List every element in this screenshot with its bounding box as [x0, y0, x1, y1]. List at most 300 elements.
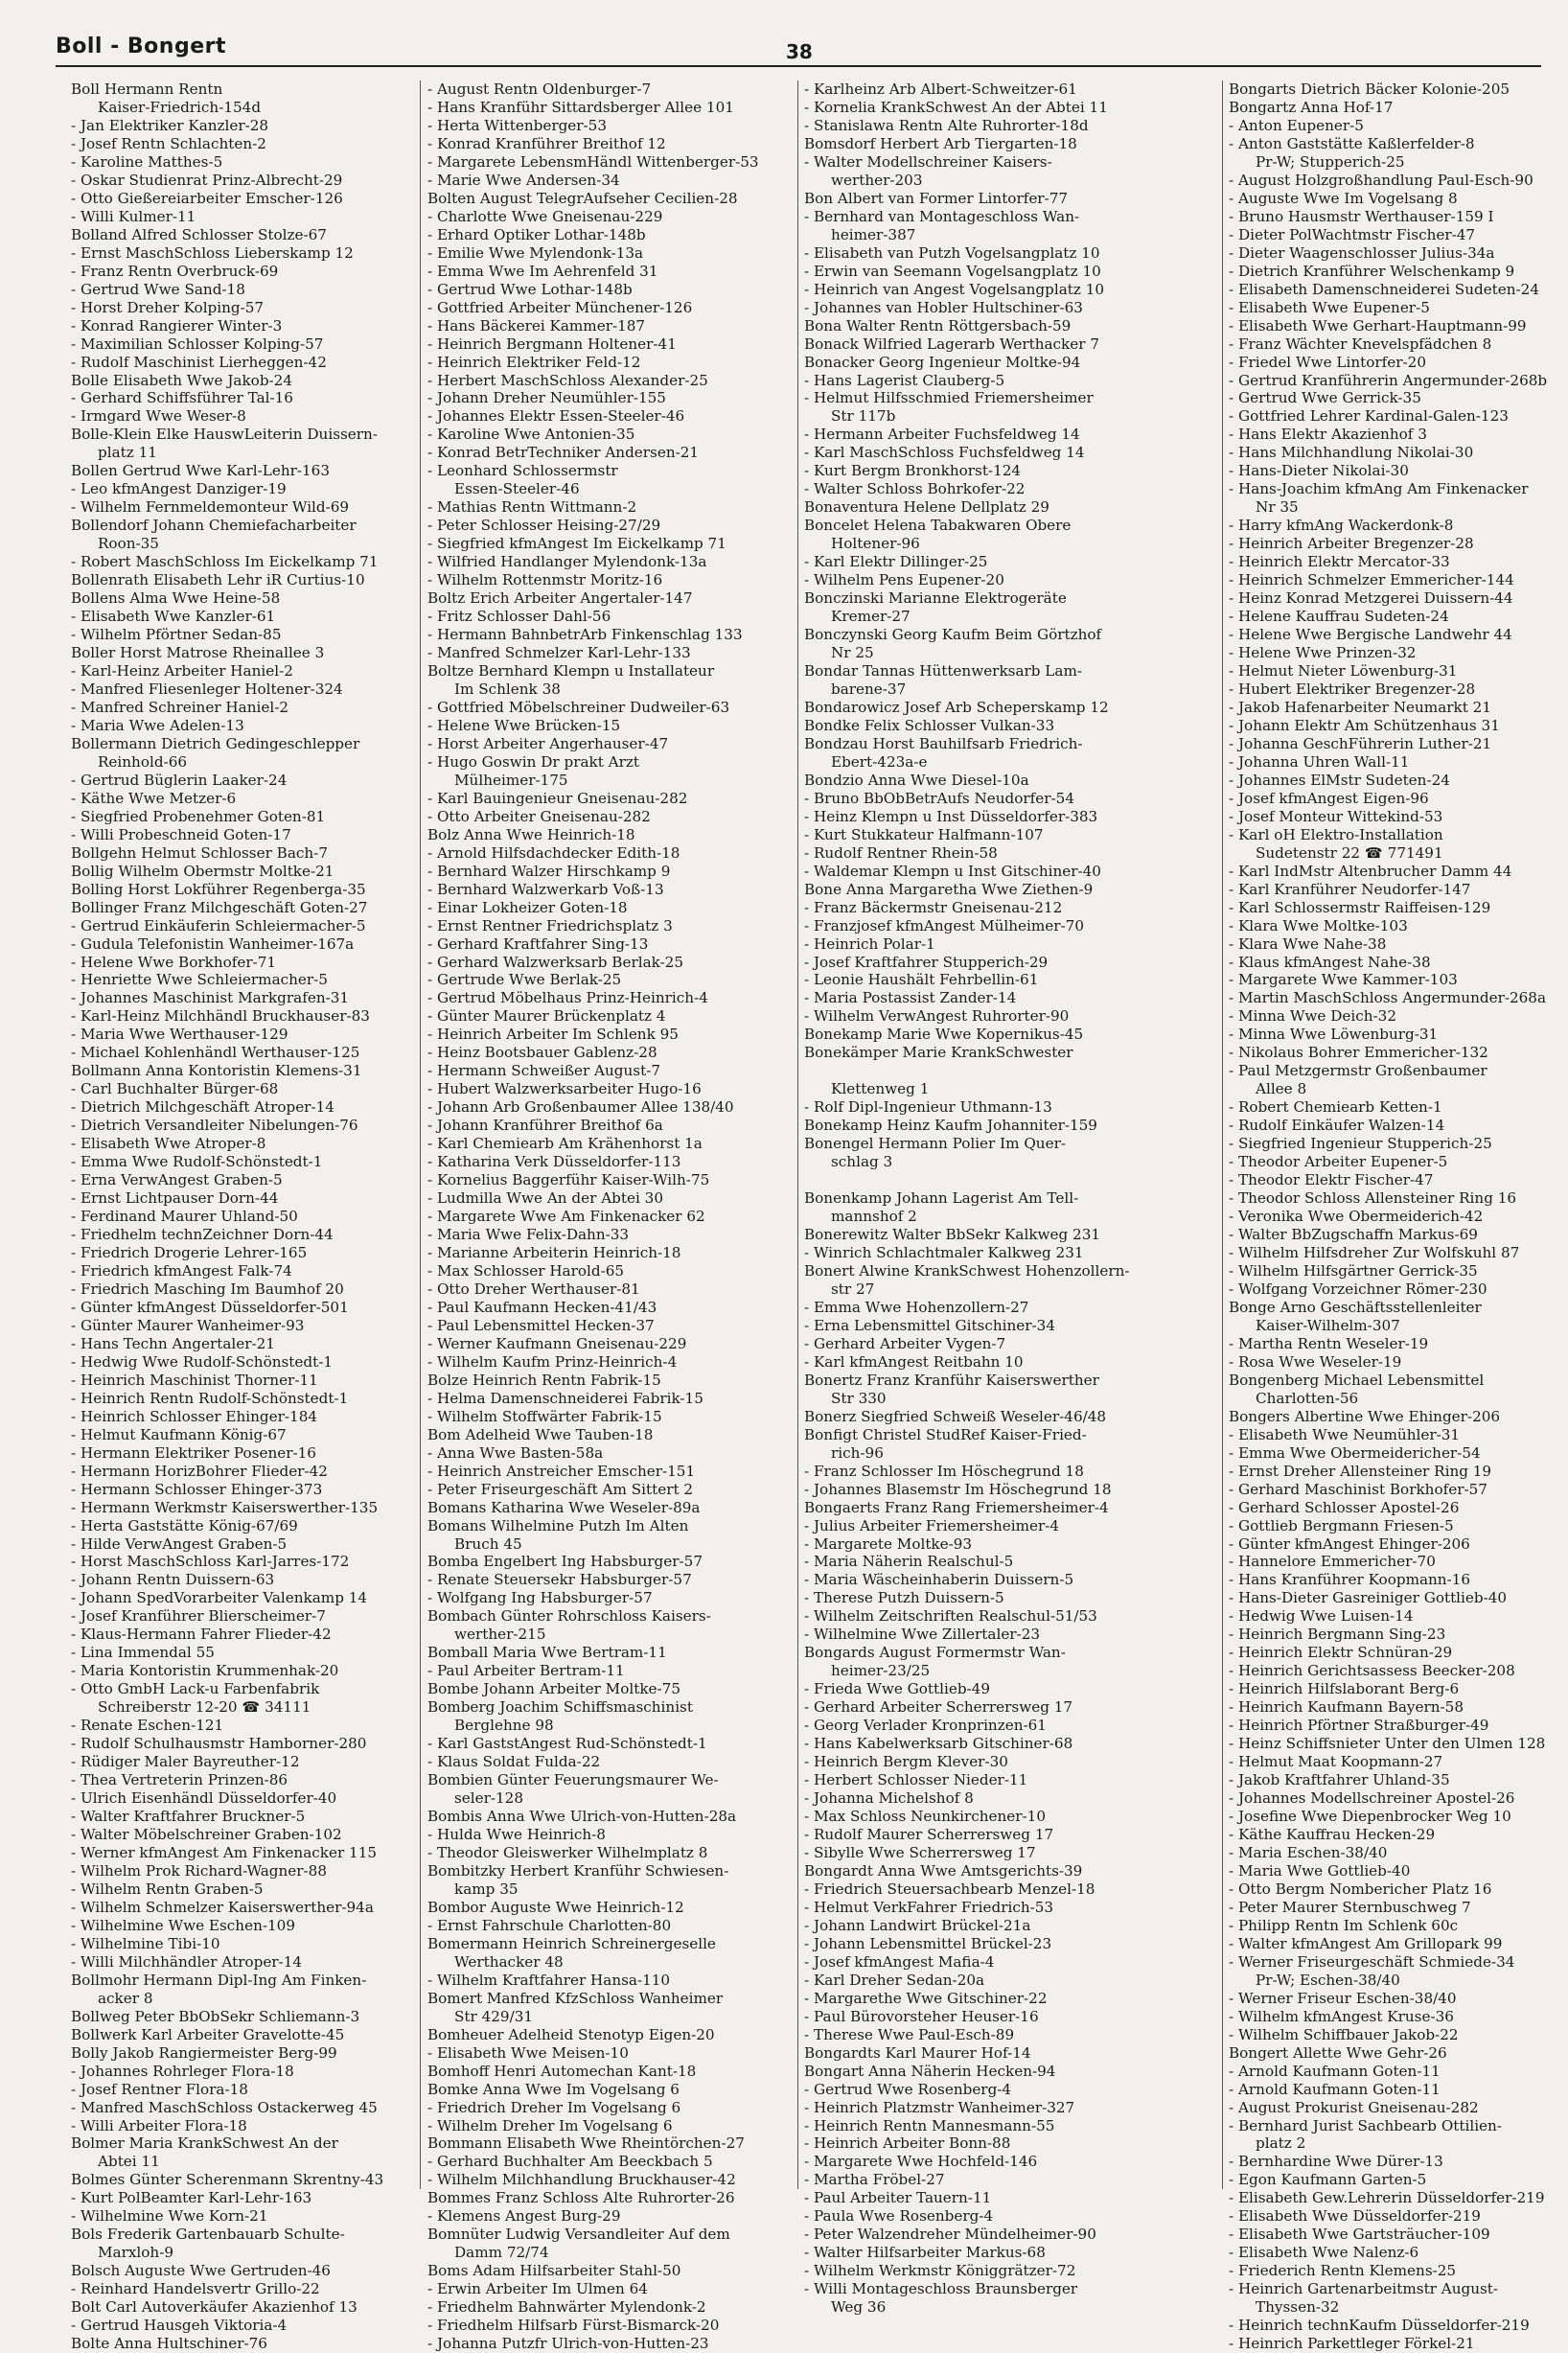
directory-entry: - Katharina Verk Düsseldorfer-113 — [427, 1153, 681, 1171]
directory-entry: - Leo kfmAngest Danziger-19 — [71, 480, 287, 498]
directory-entry: - Günter Maurer Brückenplatz 4 — [427, 1007, 666, 1026]
directory-entry: - Karl Schlossermstr Raiffeisen-129 — [1229, 898, 1491, 916]
directory-entry: - Bernhard Walzwerkarb Voß-13 — [427, 880, 664, 898]
directory-entry: - August Holzgroßhandlung Paul-Esch-90 — [1229, 171, 1533, 189]
directory-entry: - Johann Arb Großenbaumer Allee 138/40 — [427, 1098, 734, 1117]
directory-entry: - Helene Wwe Prinzen-32 — [1229, 644, 1417, 662]
directory-entry: - Wilhelm Hilfsgärtner Gerrick-35 — [1229, 1261, 1478, 1280]
directory-entry: - Gudula Telefonistin Wanheimer-167a — [71, 934, 355, 953]
directory-entry: - Marianne Arbeiterin Heinrich-18 — [427, 1244, 681, 1261]
directory-entry: - Willi Kulmer-11 — [71, 207, 196, 225]
directory-entry: Bollens Alma Wwe Heine-58 — [71, 589, 281, 608]
directory-entry: - Günter kfmAngest Düsseldorfer-501 — [71, 1298, 349, 1316]
directory-entry: - Johann Elektr Am Schützenhaus 31 — [1229, 716, 1500, 734]
directory-entry: Damm 72/74 — [454, 2244, 549, 2262]
directory-entry: - Maria Wäscheinhaberin Duissern-5 — [804, 1571, 1074, 1589]
directory-entry: Berglehne 98 — [454, 1717, 554, 1735]
directory-entry: - Wolfgang Vorzeichner Römer-230 — [1229, 1280, 1487, 1298]
directory-entry: - Gertrud Kranführerin Angermunder-268b — [1229, 371, 1548, 389]
directory-entry: - Johann Rentn Duissern-63 — [71, 1571, 275, 1589]
directory-entry: - Paul Arbeiter Bertram-11 — [427, 1662, 625, 1680]
directory-entry: - Margarete Moltke-93 — [804, 1534, 973, 1553]
directory-entry: - Reinhard Handelsvertr Grillo-22 — [71, 2280, 320, 2298]
directory-entry: - Helene Wwe Brücken-15 — [427, 716, 621, 734]
directory-entry: - Dietrich Milchgeschäft Atroper-14 — [71, 1098, 334, 1117]
directory-entry: - Wilhelm kfmAngest Kruse-36 — [1229, 2007, 1454, 2025]
directory-entry: Charlotten-56 — [1256, 1389, 1359, 1407]
directory-entry: - Hermann BahnbetrArb Finkenschlag 133 — [427, 626, 743, 644]
directory-entry: Nr 35 — [1256, 498, 1299, 517]
directory-entry: - Johannes van Hobler Hultschiner-63 — [804, 298, 1083, 316]
directory-entry: - Johannes Rohrleger Flora-18 — [71, 2062, 294, 2080]
directory-entry: Bondzau Horst Bauhilfsarb Friedrich- — [804, 734, 1083, 752]
directory-entry: - Hermann Arbeiter Fuchsfeldweg 14 — [804, 426, 1080, 444]
directory-entry: - Wilhelmine Tibi-10 — [71, 1934, 220, 1952]
directory-entry: - Friedel Wwe Lintorfer-20 — [1229, 353, 1426, 371]
directory-entry: - Kurt Stukkateur Halfmann-107 — [804, 825, 1044, 843]
directory-entry: - Henriette Wwe Schleiermacher-5 — [71, 971, 328, 989]
directory-entry: Bomert Manfred KfzSchloss Wanheimer — [427, 1989, 724, 2007]
directory-entry: Roon-35 — [98, 535, 159, 553]
directory-entry: - Friedhelm technZeichner Dorn-44 — [71, 1226, 334, 1244]
directory-entry: - Harry kfmAng Wackerdonk-8 — [1229, 517, 1454, 535]
directory-entry: Boms Adam Hilfsarbeiter Stahl-50 — [427, 2262, 681, 2280]
directory-entry: - Helma Damenschneiderei Fabrik-15 — [427, 1389, 703, 1407]
directory-entry: - Heinrich Arbeiter Im Schlenk 95 — [427, 1026, 679, 1044]
directory-entry: - Elisabeth Wwe Gartsträucher-109 — [1229, 2226, 1490, 2244]
directory-entry: - Heinz Klempn u Inst Düsseldorfer-383 — [804, 807, 1098, 825]
directory-entry: - Wilhelm Fernmeldemonteur Wild-69 — [71, 498, 350, 517]
directory-entry: - Dietrich Versandleiter Nibelungen-76 — [71, 1117, 358, 1135]
directory-entry: Pr-W; Eschen-38/40 — [1256, 1971, 1400, 1989]
directory-entry: - Heinrich van Angest Vogelsangplatz 10 — [804, 280, 1105, 298]
directory-entry: - Frieda Wwe Gottlieb-49 — [804, 1680, 990, 1698]
directory-entry: - Karl-Heinz Milchhändl Bruckhauser-83 — [71, 1007, 370, 1026]
directory-entry: - Margarete Wwe Hochfeld-146 — [804, 2153, 1038, 2171]
directory-entry: - Hermann HorizBohrer Flieder-42 — [71, 1462, 328, 1480]
directory-entry: Bomheuer Adelheid Stenotyp Eigen-20 — [427, 2025, 715, 2043]
directory-entry: Schreiberstr 12-20 ☎ 34111 — [98, 1698, 311, 1717]
directory-entry: - Hedwig Wwe Rudolf-Schönstedt-1 — [71, 1352, 334, 1371]
directory-entry: Bomans Katharina Wwe Weseler-89a — [427, 1498, 701, 1516]
directory-entry: Boll Hermann Rentn — [71, 81, 223, 98]
directory-entry: Bollweg Peter BbObSekr Schliemann-3 — [71, 2007, 360, 2025]
directory-entry: - Lina Immendal 55 — [71, 1644, 215, 1662]
directory-entry: - Heinrich Arbeiter Bregenzer-28 — [1229, 535, 1474, 553]
directory-entry: heimer-387 — [831, 225, 916, 243]
directory-entry: - Ernst Lichtpauser Dorn-44 — [71, 1189, 279, 1208]
directory-entry: Im Schlenk 38 — [454, 680, 561, 698]
directory-entry: - Martha Fröbel-27 — [804, 2171, 945, 2189]
directory-entry: Bongers Albertine Wwe Ehinger-206 — [1229, 1407, 1501, 1425]
directory-entry: - Stanislawa Rentn Alte Ruhrorter-18d — [804, 116, 1089, 134]
directory-entry: - Hans Kranführer Koopmann-16 — [1229, 1571, 1471, 1589]
directory-entry: - Werner Friseurgeschäft Schmiede-34 — [1229, 1952, 1515, 1971]
directory-entry: - Heinrich Kaufmann Bayern-58 — [1229, 1698, 1464, 1717]
directory-entry: Bombe Johann Arbeiter Moltke-75 — [427, 1680, 680, 1698]
directory-entry: - Heinrich Hilfslaborant Berg-6 — [1229, 1680, 1460, 1698]
directory-entry: Bon Albert van Former Lintorfer-77 — [804, 189, 1069, 207]
directory-entry: - Josef Rentner Flora-18 — [71, 2080, 248, 2098]
directory-entry: - Wilhelm Prok Richard-Wagner-88 — [71, 1861, 327, 1880]
directory-entry: - Friedrich Drogerie Lehrer-165 — [71, 1244, 308, 1261]
directory-entry: - Friederich Rentn Klemens-25 — [1229, 2262, 1457, 2280]
directory-entry: - Karl MaschSchloss Fuchsfeldweg 14 — [804, 444, 1085, 462]
directory-entry: - Horst Arbeiter Angerhauser-47 — [427, 734, 669, 752]
directory-entry: - Elisabeth Damenschneiderei Sudeten-24 — [1229, 280, 1540, 298]
directory-entry: - August Rentn Oldenburger-7 — [427, 81, 652, 98]
directory-entry: Bollgehn Helmut Schlosser Bach-7 — [71, 843, 328, 862]
directory-entry: - Hannelore Emmericher-70 — [1229, 1553, 1436, 1571]
directory-entry: - Klaus-Hermann Fahrer Flieder-42 — [71, 1626, 332, 1644]
directory-entry: Bonacker Georg Ingenieur Moltke-94 — [804, 353, 1081, 371]
directory-entry: - Johannes ElMstr Sudeten-24 — [1229, 771, 1450, 789]
directory-entry: - Arnold Kaufmann Goten-11 — [1229, 2080, 1441, 2098]
directory-entry: - Gerhard Schiffsführer Tal-16 — [71, 389, 293, 407]
directory-entry: Bruch 45 — [454, 1534, 522, 1553]
directory-entry: - Gertrud Wwe Rosenberg-4 — [804, 2080, 1012, 2098]
directory-entry: - Karl Kranführer Neudorfer-147 — [1229, 880, 1471, 898]
directory-entry: - Thea Vertreterin Prinzen-86 — [71, 1771, 288, 1789]
directory-entry: - Johann Dreher Neumühler-155 — [427, 389, 666, 407]
directory-entry: - Gertrude Wwe Berlak-25 — [427, 971, 622, 989]
directory-entry: - Renate Steuersekr Habsburger-57 — [427, 1571, 692, 1589]
directory-entry: - Heinrich Rentn Mannesmann-55 — [804, 2116, 1055, 2134]
directory-entry: - Martha Rentn Weseler-19 — [1229, 1334, 1429, 1352]
directory-entry: - Karoline Matthes-5 — [71, 152, 223, 171]
directory-entry: Str 429/31 — [454, 2007, 534, 2025]
directory-entry: - Helene Kauffrau Sudeten-24 — [1229, 608, 1449, 626]
directory-entry: - Hans Kabelwerksarb Gitschiner-68 — [804, 1735, 1073, 1753]
directory-entry: - Robert Chemiearb Ketten-1 — [1229, 1098, 1442, 1117]
directory-entry: - Emma Wwe Obermeidericher-54 — [1229, 1443, 1481, 1462]
directory-entry: - Wilhelmine Wwe Korn-21 — [71, 2207, 268, 2226]
directory-entry: - Helmut Nieter Löwenburg-31 — [1229, 662, 1458, 680]
directory-entry: - Friedhelm Bahnwärter Mylendonk-2 — [427, 2298, 706, 2317]
directory-entry: - Rudolf Rentner Rhein-58 — [804, 843, 998, 862]
directory-entry: - Philipp Rentn Im Schlenk 60c — [1229, 1916, 1459, 1934]
directory-entry: - Hans-Dieter Nikolai-30 — [1229, 462, 1409, 480]
directory-entry: Bongardt Anna Wwe Amtsgerichts-39 — [804, 1861, 1083, 1880]
directory-entry: - Herta Wittenberger-53 — [427, 116, 608, 134]
directory-entry: Kaiser-Friedrich-154d — [98, 98, 262, 116]
directory-entry: - Otto Dreher Werthauser-81 — [427, 1280, 640, 1298]
directory-entry: - Elisabeth Wwe Atroper-8 — [71, 1135, 266, 1153]
directory-entry: - Klaus kfmAngest Nahe-38 — [1229, 953, 1431, 971]
directory-entry: Bongards August Formermstr Wan- — [804, 1644, 1066, 1662]
directory-entry: Kremer-27 — [831, 608, 911, 626]
directory-entry: - Wilhelm Dreher Im Vogelsang 6 — [427, 2116, 673, 2134]
directory-entry: - Elisabeth Wwe Nalenz-6 — [1229, 2244, 1419, 2262]
directory-entry: - Gottfried Möbelschreiner Dudweiler-63 — [427, 698, 730, 716]
directory-entry: Marxloh-9 — [98, 2244, 174, 2262]
directory-entry: - Werner kfmAngest Am Finkenacker 115 — [71, 1843, 378, 1861]
directory-entry: Sudetenstr 22 ☎ 771491 — [1256, 843, 1443, 862]
directory-entry: - Johannes Maschinist Markgrafen-31 — [71, 989, 350, 1007]
directory-entry: - Rudolf Schulhausmstr Hamborner-280 — [71, 1735, 367, 1753]
directory-entry: - Jakob Kraftfahrer Uhland-35 — [1229, 1771, 1450, 1789]
directory-entry: - Hermann Elektriker Posener-16 — [71, 1443, 316, 1462]
directory-entry: - Wilhelmine Wwe Zillertaler-23 — [804, 1626, 1041, 1644]
directory-entry: - Paul Metzgermstr Großenbaumer — [1229, 1062, 1487, 1080]
directory-entry: Bonge Arno Geschäftsstellenleiter — [1229, 1298, 1482, 1316]
directory-entry: - Hans Kranführ Sittardsberger Allee 101 — [427, 98, 734, 116]
directory-entry: - Elisabeth van Putzh Vogelsangplatz 10 — [804, 243, 1100, 262]
directory-entry: - Therese Wwe Paul-Esch-89 — [804, 2025, 1015, 2043]
directory-entry: - Hedwig Wwe Luisen-14 — [1229, 1607, 1414, 1626]
directory-entry: - Heinrich Maschinist Thorner-11 — [71, 1371, 318, 1389]
directory-entry: Bolz Anna Wwe Heinrich-18 — [427, 825, 635, 843]
directory-entry: - Carl Buchhalter Bürger-68 — [71, 1080, 279, 1098]
directory-entry: - Heinz Konrad Metzgerei Duissern-44 — [1229, 589, 1513, 608]
directory-entry: Bommann Elisabeth Wwe Rheintörchen-27 — [427, 2134, 745, 2153]
directory-entry: - Heinrich Platzmstr Wanheimer-327 — [804, 2098, 1075, 2116]
directory-entry: - Johann Lebensmittel Brückel-23 — [804, 1934, 1052, 1952]
directory-entry: - Helmut Hilfsschmied Friemersheimer — [804, 389, 1094, 407]
directory-entry: - Klemens Angest Burg-29 — [427, 2207, 621, 2226]
directory-entry: - Dieter PolWachtmstr Fischer-47 — [1229, 225, 1476, 243]
directory-entry: - Walter Modellschreiner Kaisers- — [804, 152, 1052, 171]
directory-entry: Bomball Maria Wwe Bertram-11 — [427, 1644, 667, 1662]
directory-entry: heimer-23/25 — [831, 1662, 931, 1680]
directory-entry: - Konrad Rangierer Winter-3 — [71, 316, 283, 334]
directory-entry: Bongarts Dietrich Bäcker Kolonie-205 — [1229, 81, 1510, 98]
directory-entry: - Gerhard Kraftfahrer Sing-13 — [427, 934, 649, 953]
header-rule — [56, 65, 1541, 67]
directory-entry: - Karl IndMstr Altenbrucher Damm 44 — [1229, 862, 1512, 880]
directory-entry: - Hilde VerwAngest Graben-5 — [71, 1534, 288, 1553]
directory-entry: Ebert-423a-e — [831, 752, 928, 771]
directory-entry: - Heinrich Bergmann Holtener-41 — [427, 334, 677, 353]
directory-entry: - Bernhard Jurist Sachbearb Ottilien- — [1229, 2116, 1502, 2134]
directory-entry: Bolland Alfred Schlosser Stolze-67 — [71, 225, 327, 243]
directory-entry: - Hans-Dieter Gasreiniger Gottlieb-40 — [1229, 1589, 1508, 1607]
directory-entry: - Erhard Optiker Lothar-148b — [427, 225, 646, 243]
directory-entry: - Otto GmbH Lack-u Farbenfabrik — [71, 1680, 320, 1698]
directory-entry: - Dietrich Kranführer Welschenkamp 9 — [1229, 262, 1515, 280]
directory-entry: - Otto Arbeiter Gneisenau-282 — [427, 807, 651, 825]
directory-entry: - Theodor Gleiswerker Wilhelmplatz 8 — [427, 1843, 708, 1861]
directory-entry: - Heinrich Elektr Schnüran-29 — [1229, 1644, 1453, 1662]
directory-entry: Bolmer Maria KrankSchwest An der — [71, 2134, 338, 2153]
directory-entry: - Helene Wwe Borkhofer-71 — [71, 953, 277, 971]
directory-entry: - Heinrich Gartenarbeitmstr August- — [1229, 2280, 1499, 2298]
directory-entry: - Willi Milchhändler Atroper-14 — [71, 1952, 303, 1971]
directory-entry: rich-96 — [831, 1443, 884, 1462]
directory-entry: - Marie Wwe Andersen-34 — [427, 171, 620, 189]
directory-entry: - Hermann Werkmstr Kaiserswerther-135 — [71, 1498, 379, 1516]
directory-entry: - Paul Lebensmittel Hecken-37 — [427, 1316, 655, 1334]
directory-entry: Bongenberg Michael Lebensmittel — [1229, 1371, 1485, 1389]
directory-entry: kamp 35 — [454, 1880, 519, 1898]
directory-entry: - Gottfried Lehrer Kardinal-Galen-123 — [1229, 407, 1509, 426]
directory-entry: - Klara Wwe Moltke-103 — [1229, 916, 1408, 934]
directory-entry: - Gerhard Arbeiter Vygen-7 — [804, 1334, 1006, 1352]
directory-entry: - Theodor Elektr Fischer-47 — [1229, 1171, 1434, 1189]
directory-entry: - Veronika Wwe Obermeiderich-42 — [1229, 1208, 1484, 1226]
directory-entry: - Wilhelm Milchhandlung Bruckhauser-42 — [427, 2171, 736, 2189]
directory-entry: - Max Schloss Neunkirchener-10 — [804, 1808, 1046, 1826]
directory-entry: - Auguste Wwe Im Vogelsang 8 — [1229, 189, 1458, 207]
directory-entry: - Rudolf Maurer Scherrersweg 17 — [804, 1826, 1054, 1843]
directory-entry: - Maria Postassist Zander-14 — [804, 989, 1017, 1007]
directory-entry: Bolle Elisabeth Wwe Jakob-24 — [71, 371, 293, 389]
directory-entry: Bonczynski Georg Kaufm Beim Görtzhof — [804, 626, 1102, 644]
directory-entry: Abtei 11 — [98, 2153, 160, 2171]
directory-entry: - Manfred Schmelzer Karl-Lehr-133 — [427, 644, 691, 662]
directory-entry: - Manfred Schreiner Haniel-2 — [71, 698, 288, 716]
directory-entry: - Renate Eschen-121 — [71, 1717, 224, 1735]
directory-entry: - Hans Techn Angertaler-21 — [71, 1334, 275, 1352]
directory-entry: - Willi Arbeiter Flora-18 — [71, 2116, 247, 2134]
directory-entry: - Karlheinz Arb Albert-Schweitzer-61 — [804, 81, 1077, 98]
directory-entry: - Elisabeth Gew.Lehrerin Düsseldorfer-219 — [1229, 2189, 1545, 2207]
directory-entry: - Rüdiger Maler Bayreuther-12 — [71, 1753, 300, 1771]
directory-entry: Bonczinski Marianne Elektrogeräte — [804, 589, 1067, 608]
directory-entry: - Oskar Studienrat Prinz-Albrecht-29 — [71, 171, 343, 189]
directory-entry: - Hans Milchhandlung Nikolai-30 — [1229, 444, 1474, 462]
directory-entry: seler-128 — [454, 1789, 524, 1808]
directory-entry: - Kurt PolBeamter Karl-Lehr-163 — [71, 2189, 312, 2207]
directory-entry: - Charlotte Wwe Gneisenau-229 — [427, 207, 663, 225]
directory-entry: Bondarowicz Josef Arb Scheperskamp 12 — [804, 698, 1109, 716]
directory-entry: Bolmes Günter Scherenmann Skrentny-43 — [71, 2171, 384, 2189]
directory-columns — [71, 81, 1548, 2353]
directory-entry: - Siegfried Ingenieur Stupperich-25 — [1229, 1135, 1492, 1153]
directory-entry: - Margarethe Wwe Gitschiner-22 — [804, 1989, 1048, 2007]
directory-entry: - Heinrich Parkettleger Förkel-21 — [1229, 2335, 1475, 2353]
directory-entry: - Franz Bäckermstr Gneisenau-212 — [804, 898, 1063, 916]
directory-entry: - Karl oH Elektro-Installation — [1229, 825, 1443, 843]
directory-entry: - Ulrich Eisenhändl Düsseldorfer-40 — [71, 1789, 337, 1808]
directory-entry: - Karl Dreher Sedan-20a — [804, 1971, 985, 1989]
directory-entry: werther-203 — [831, 171, 923, 189]
directory-entry: - Johannes Elektr Essen-Steeler-46 — [427, 407, 685, 426]
directory-entry: Bolly Jakob Rangiermeister Berg-99 — [71, 2043, 337, 2062]
directory-entry: Mülheimer-175 — [454, 771, 568, 789]
directory-entry: - Josef Rentn Schlachten-2 — [71, 134, 266, 152]
directory-entry: - Bruno Hausmstr Werthauser-159 I — [1229, 207, 1494, 225]
directory-entry: - Wilhelm Stoffwärter Fabrik-15 — [427, 1407, 662, 1425]
directory-entry: - Julius Arbeiter Friemersheimer-4 — [804, 1516, 1060, 1534]
directory-entry: platz 2 — [1256, 2134, 1306, 2153]
directory-entry: - Minna Wwe Löwenburg-31 — [1229, 1026, 1439, 1044]
directory-entry: - Wilhelm Rentn Graben-5 — [71, 1880, 264, 1898]
directory-entry: - Kornelius Baggerführ Kaiser-Wilh-75 — [427, 1171, 710, 1189]
directory-entry: Bombis Anna Wwe Ulrich-von-Hutten-28a — [427, 1808, 737, 1826]
directory-entry: - Josef kfmAngest Mafia-4 — [804, 1952, 995, 1971]
directory-entry: - Winrich Schlachtmaler Kalkweg 231 — [804, 1244, 1084, 1261]
directory-entry: - Werner Kaufmann Gneisenau-229 — [427, 1334, 687, 1352]
directory-entry: Allee 8 — [1256, 1080, 1307, 1098]
directory-entry: - Josefine Wwe Diepenbrocker Weg 10 — [1229, 1808, 1511, 1826]
directory-entry: - Gertrud Einkäuferin Schleiermacher-5 — [71, 916, 366, 934]
directory-entry: - Hans Elektr Akazienhof 3 — [1229, 426, 1427, 444]
directory-entry: - Margarete Wwe Kammer-103 — [1229, 971, 1458, 989]
directory-entry: - Arnold Kaufmann Goten-11 — [1229, 2062, 1441, 2080]
directory-entry: Bomermann Heinrich Schreinergeselle — [427, 1934, 716, 1952]
directory-entry: - Ludmilla Wwe An der Abtei 30 — [427, 1189, 663, 1208]
directory-entry: - Maria Näherin Realschul-5 — [804, 1553, 1014, 1571]
directory-entry: - Anton Eupener-5 — [1229, 116, 1364, 134]
directory-entry: - Wilhelm Hilfsdreher Zur Wolfskuhl 87 — [1229, 1244, 1520, 1261]
directory-entry: Bombor Auguste Wwe Heinrich-12 — [427, 1898, 684, 1916]
directory-entry: - Hans-Joachim kfmAng Am Finkenacker — [1229, 480, 1529, 498]
directory-entry: - Hulda Wwe Heinrich-8 — [427, 1826, 606, 1843]
directory-entry: - Johannes Blasemstr Im Höschegrund 18 — [804, 1480, 1112, 1498]
directory-entry: - Gertrud Wwe Sand-18 — [71, 280, 245, 298]
page-number: 38 — [786, 40, 813, 63]
directory-entry: - Peter Walzendreher Mündelheimer-90 — [804, 2226, 1096, 2244]
directory-entry: Nr 25 — [831, 644, 874, 662]
directory-entry: Bollinger Franz Milchgeschäft Goten-27 — [71, 898, 368, 916]
directory-entry: - Walter Kraftfahrer Bruckner-5 — [71, 1808, 306, 1826]
directory-entry: Bondar Tannas Hüttenwerksarb Lam- — [804, 662, 1082, 680]
directory-entry: - Theodor Arbeiter Eupener-5 — [1229, 1153, 1448, 1171]
directory-entry: - Leonhard Schlossermstr — [427, 462, 618, 480]
directory-entry: - Johanna Michelshof 8 — [804, 1789, 974, 1808]
directory-entry: Bongardts Karl Maurer Hof-14 — [804, 2043, 1031, 2062]
directory-entry: - Franz Schlosser Im Höschegrund 18 — [804, 1462, 1084, 1480]
directory-entry: Bomhoff Henri Automechan Kant-18 — [427, 2062, 697, 2080]
directory-entry: - Leonie Haushält Fehrbellin-61 — [804, 971, 1039, 989]
directory-entry: Boller Horst Matrose Rheinallee 3 — [71, 644, 325, 662]
directory-entry: - Hans Lagerist Clauberg-5 — [804, 371, 1005, 389]
directory-entry: - Siegfried Probenehmer Goten-81 — [71, 807, 326, 825]
directory-entry: - Peter Friseurgeschäft Am Sittert 2 — [427, 1480, 694, 1498]
directory-entry: - Michael Kohlenhändl Werthauser-125 — [71, 1044, 360, 1062]
directory-entry: - Bernhard Walzer Hirschkamp 9 — [427, 862, 671, 880]
directory-entry: - Elisabeth Wwe Düsseldorfer-219 — [1229, 2207, 1481, 2226]
directory-entry: - Margarete LebensmHändl Wittenberger-53 — [427, 152, 759, 171]
directory-entry: - Irmgard Wwe Weser-8 — [71, 407, 246, 426]
directory-entry: Bonert Alwine KrankSchwest Hohenzollern- — [804, 1261, 1130, 1280]
directory-entry: Essen-Steeler-46 — [454, 480, 580, 498]
directory-entry: - Horst Dreher Kolping-57 — [71, 298, 265, 316]
directory-entry: Thyssen-32 — [1256, 2298, 1340, 2317]
directory-entry: - Heinz Schiffsnieter Unter den Ulmen 128 — [1229, 1735, 1546, 1753]
directory-entry: schlag 3 — [831, 1153, 893, 1171]
directory-entry: Bollen Gertrud Wwe Karl-Lehr-163 — [71, 462, 331, 480]
directory-entry: Kaiser-Wilhelm-307 — [1256, 1316, 1400, 1334]
directory-entry: - Gerhard Walzwerksarb Berlak-25 — [427, 953, 684, 971]
directory-entry: - Hermann Schweißer August-7 — [427, 1062, 660, 1080]
directory-entry: Bona Walter Rentn Röttgersbach-59 — [804, 316, 1072, 334]
directory-entry: - Wilhelm VerwAngest Ruhrorter-90 — [804, 1007, 1070, 1026]
directory-entry: barene-37 — [831, 680, 907, 698]
directory-entry: Bongartz Anna Hof-17 — [1229, 98, 1394, 116]
directory-entry: - Margarete Wwe Am Finkenacker 62 — [427, 1208, 705, 1226]
directory-entry: - Wilhelm Kaufm Prinz-Heinrich-4 — [427, 1352, 678, 1371]
directory-entry: - Helmut VerkFahrer Friedrich-53 — [804, 1898, 1054, 1916]
directory-entry: - Herbert MaschSchloss Alexander-25 — [427, 371, 708, 389]
directory-entry: - Heinrich Rentn Rudolf-Schönstedt-1 — [71, 1389, 349, 1407]
directory-entry: - Heinrich Polar-1 — [804, 934, 935, 953]
directory-entry: - Heinrich Bergmann Sing-23 — [1229, 1626, 1446, 1644]
directory-entry: - Günter Maurer Wanheimer-93 — [71, 1316, 305, 1334]
directory-entry: - Käthe Wwe Metzer-6 — [71, 789, 237, 807]
directory-entry: - Josef Kraftfahrer Stupperich-29 — [804, 953, 1049, 971]
directory-entry: - Emma Wwe Hohenzollern-27 — [804, 1298, 1029, 1316]
directory-entry: - Wolfgang Ing Habsburger-57 — [427, 1589, 653, 1607]
directory-entry: - Karl kfmAngest Reitbahn 10 — [804, 1352, 1024, 1371]
directory-entry: - Wilhelm Schmelzer Kaiserswerther-94a — [71, 1898, 374, 1916]
directory-entry: - Walter kfmAngest Am Grillopark 99 — [1229, 1934, 1503, 1952]
directory-entry: - Johanna GeschFührerin Luther-21 — [1229, 734, 1492, 752]
directory-entry: - Friedhelm Hilfsarb Fürst-Bismarck-20 — [427, 2317, 720, 2335]
directory-entry: Bonaventura Helene Dellplatz 29 — [804, 498, 1049, 517]
directory-entry: - Waldemar Klempn u Inst Gitschiner-40 — [804, 862, 1101, 880]
